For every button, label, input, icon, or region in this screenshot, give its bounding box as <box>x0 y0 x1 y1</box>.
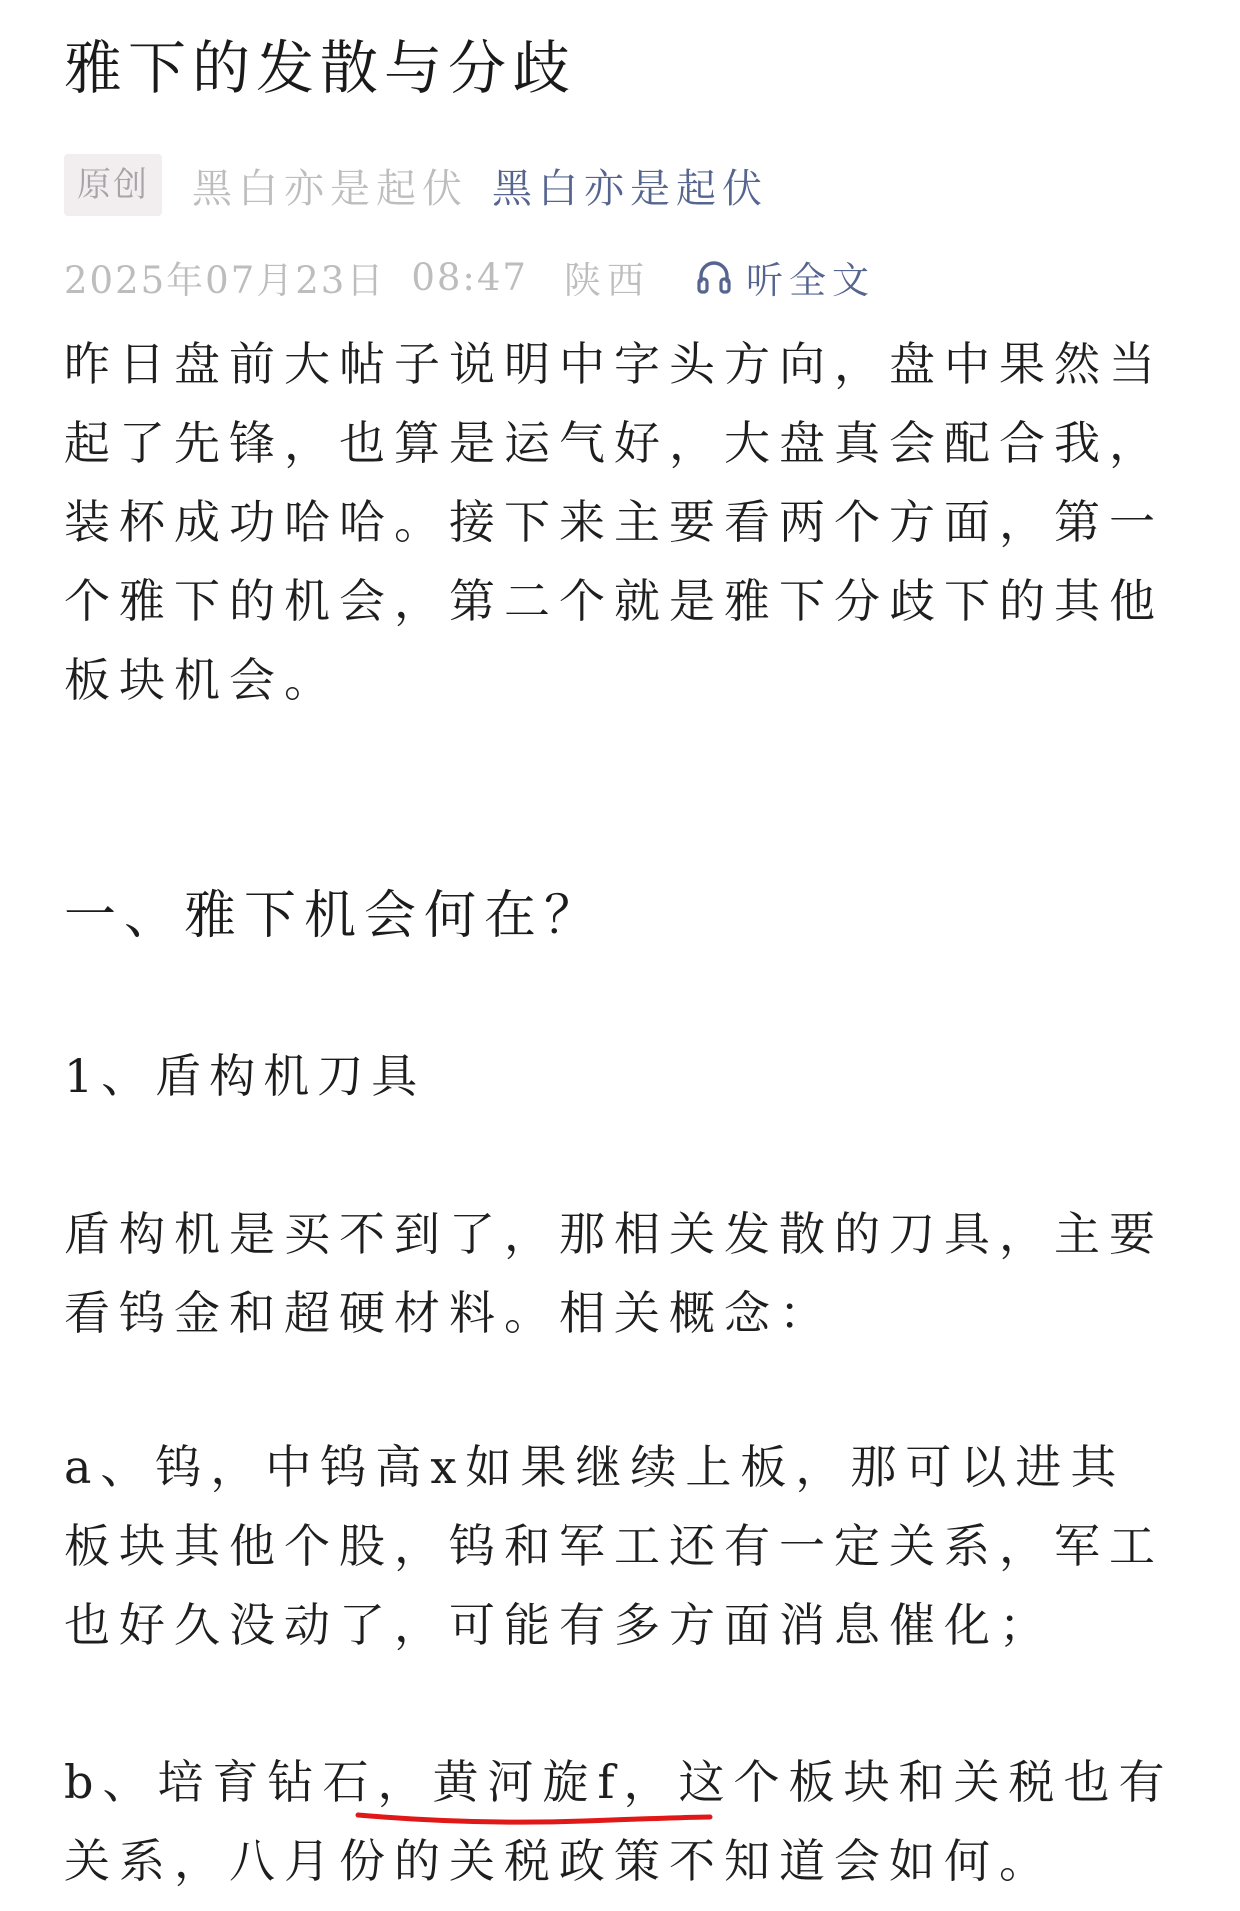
listen-label: 听全文 <box>745 259 875 302</box>
publish-location: 陕西 <box>563 259 650 302</box>
author-row <box>64 154 768 216</box>
subsection-heading-1: 1、盾构机刀具 <box>64 1049 426 1103</box>
headphones-icon <box>694 257 734 297</box>
list-item-a: a、钨，中钨高x如果继续上板，那可以进其板块其他个股，钨和军工还有一定关系，军工也好久没动了，可能有多方面消息催化； <box>64 1440 1164 1652</box>
shield-machine-paragraph: 盾构机是买不到了，那相关发散的刀具，主要看钨金和超硬材料。相关概念： <box>64 1207 1164 1340</box>
section-heading-1: 一、雅下机会何在？ <box>64 886 605 946</box>
listen-full-text-button[interactable] <box>694 250 875 304</box>
original-badge: 原创 <box>64 154 162 216</box>
list-item-b: b、培育钻石，黄河旋f，这个板块和关税也有关系，八月份的关税政策不知道会如何。 <box>64 1755 1174 1888</box>
account-name-link[interactable]: 黑白亦是起伏 <box>492 165 768 212</box>
publish-info-row <box>64 250 875 304</box>
article-title: 雅下的发散与分歧 <box>64 34 577 102</box>
author-name: 黑白亦是起伏 <box>192 165 468 212</box>
intro-paragraph: 昨日盘前大帖子说明中字头方向，盘中果然当起了先锋，也算是运气好，大盘真会配合我，装杯成功哈哈。接下来主要看两个方面，第一个雅下的机会，第二个就是雅下分歧下的其他板块机会。 <box>64 337 1164 707</box>
publish-time: 08:47 <box>411 255 528 299</box>
publish-date: 2025年07月23日 <box>64 259 386 302</box>
